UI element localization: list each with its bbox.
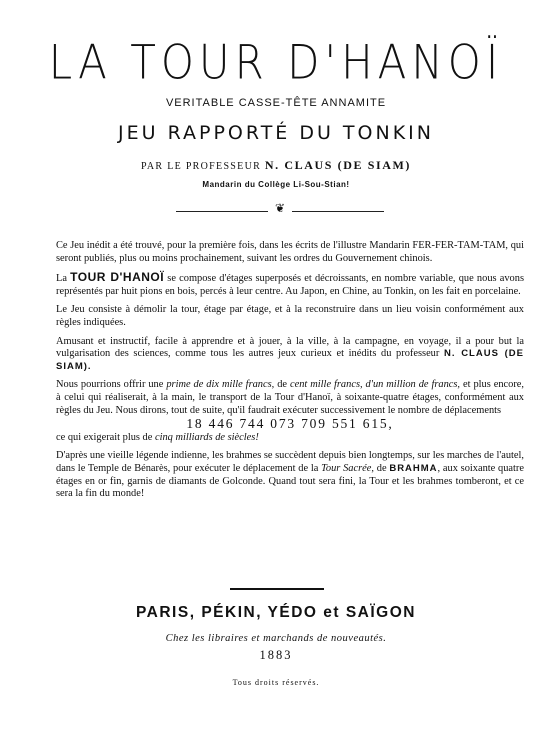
publication-cities: PARIS, PÉKIN, YÉDO et SAÏGON — [135, 604, 416, 621]
paragraph-rules: Le Jeu consiste à démolir la tour, étage par étage, et à la reconstruire dans un lieu voisin conformément aux règles indiquées. — [56, 304, 524, 328]
tagline: JEU RAPPORTÉ DU TONKIN — [118, 122, 434, 144]
rights-notice: Tous droits réservés. — [232, 678, 320, 687]
paragraph-legend: D'après une vieille légende indienne, les brahmes se succèdent depuis bien longtemps, sur les marches de l'autel, dans le Temple de Bénarès, pour exécuter le déplacement de la Tour Sacrée, de BRAHMA, aux soixante quatre étages en or fin, garnis de diamants de Golconde. Quand tout sera fini, la Tour et les brahmes tomberont, et ce sera la fin du monde! — [56, 450, 524, 500]
brahma-name: BRAHMA — [389, 462, 438, 474]
professor-name: N. CLAUS (DE SIAM). — [56, 348, 524, 372]
game-name: TOUR D'HANOÏ — [70, 270, 165, 285]
author-title: Mandarin du Collège Li-Sou-Stian! — [202, 180, 350, 189]
moves-number: 18 446 744 073 709 551 615, — [186, 416, 394, 432]
author-prefix: PAR LE PROFESSEUR — [140, 161, 262, 172]
paragraph-composition: La TOUR D'HANOÏ se compose d'étages superposés et décroissants, en nombre variable, que nous avons représentés par huit pions en bois, percés à leur centre. Au Japon, en Chine, au Tonkin, on les fait en porcelaine. — [56, 270, 524, 297]
publication-year: 1883 — [259, 648, 293, 662]
header-ornament — [176, 203, 384, 219]
body-text — [56, 240, 524, 507]
sellers-line: Chez les libraires et marchands de nouveautés. — [165, 633, 387, 644]
ornament-rule-left — [176, 211, 268, 212]
page-title: LA TOUR D'HANOÏ — [48, 35, 504, 90]
paragraph-prize: Nous pourrions offrir une prime de dix mille francs, de cent mille francs, d'un million de francs, et plus encore, à celui qui réaliserait, à la main, le transport de la Tour d'Hanoï, à soixante-quatre étages, conformément aux règles du Jeu. Nous dirons, tout de suite, qu'il faudrait exécuter successivement le nombre de déplacements 18 446 744 073 709 551 615, ce qui exigerait plus de cinq milliards de siècles! — [56, 379, 525, 443]
paragraph-purpose: Amusant et instructif, facile à apprendre et à jouer, à la ville, à la campagne, en voyage, il a pour but la vulgarisation des sciences, comme tous les autres jeux curieux et inédits du professeur N. CLAUS (DE SIAM). — [56, 335, 524, 372]
fleuron-icon: ❦ — [274, 201, 286, 215]
ornament-rule-right — [292, 211, 384, 212]
footer-rule — [230, 588, 324, 590]
subtitle: VERITABLE CASSE-TÊTE ANNAMITE — [165, 97, 387, 109]
footer-ornament — [230, 586, 324, 592]
author-name: N. CLAUS (DE SIAM) — [264, 158, 412, 172]
author-line — [0, 158, 552, 173]
paragraph-origin: Ce Jeu inédit a été trouvé, pour la première fois, dans les écrits de l'illustre Mandarin FER-FER-TAM-TAM, qui seront publiés, plus ou moins prochainement, suivant les ordres du Gouvernement chinois. — [56, 240, 524, 264]
